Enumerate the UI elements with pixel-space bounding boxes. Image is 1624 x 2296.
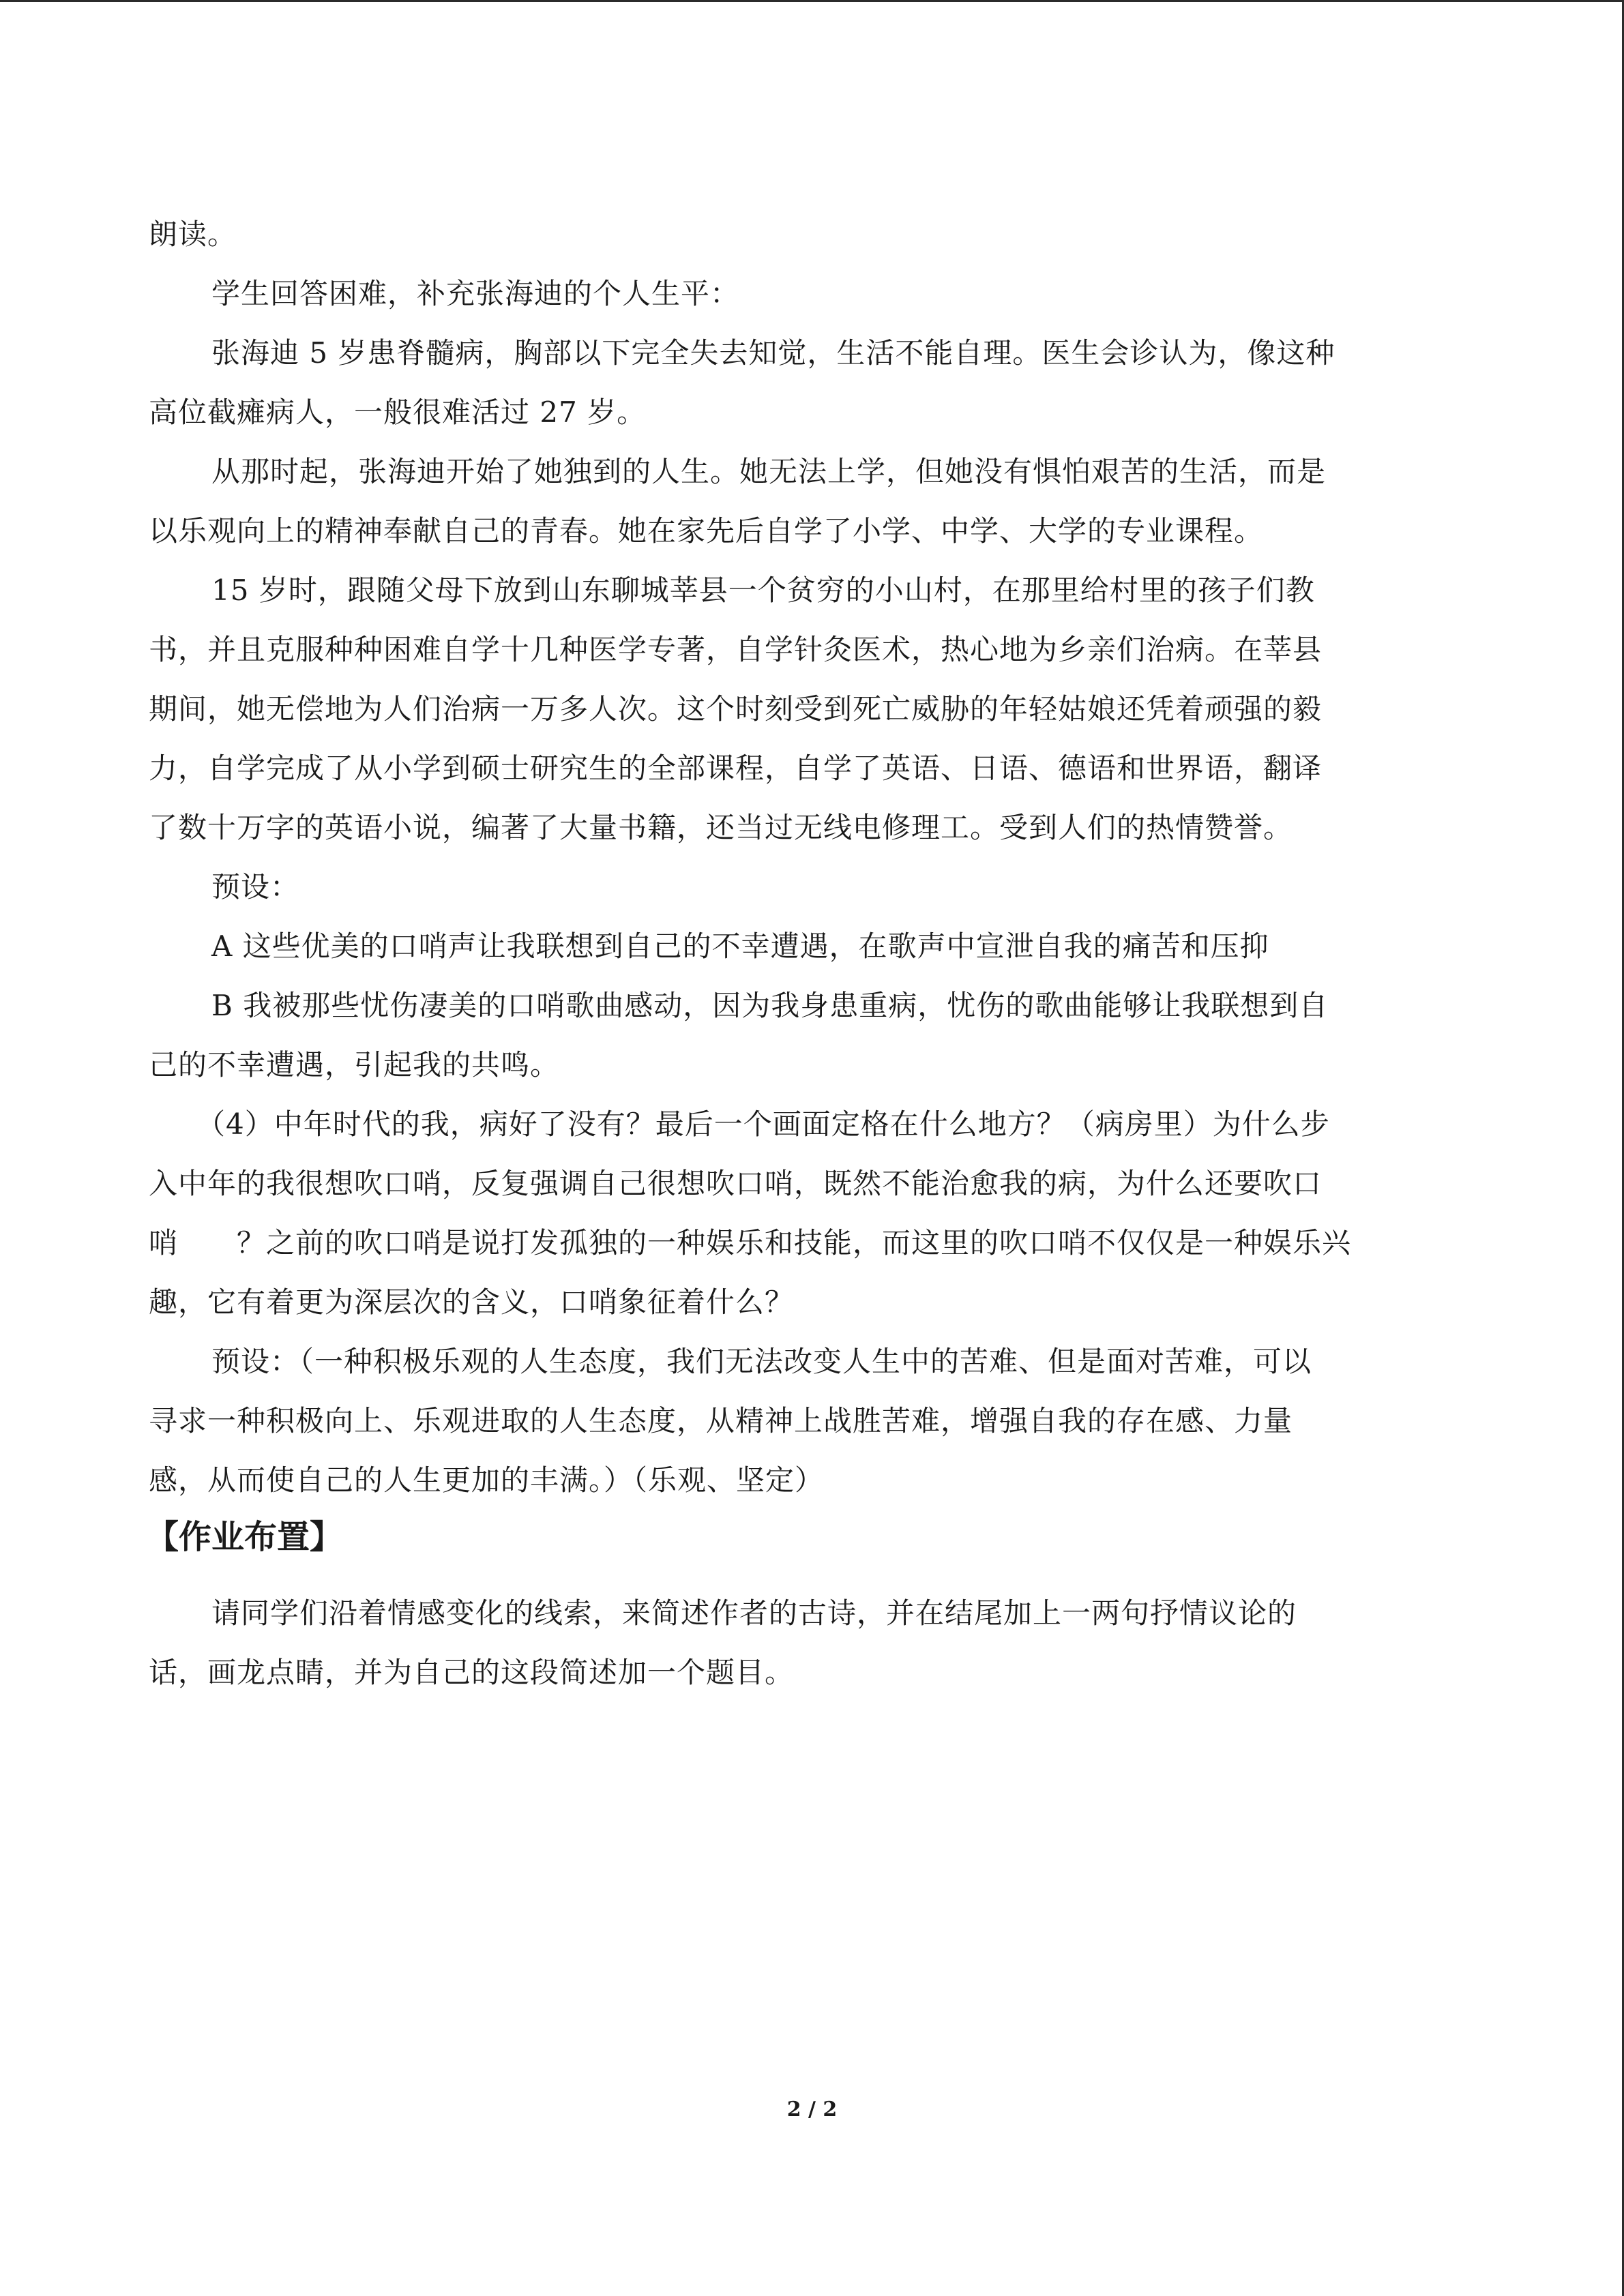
- text-line: 力，自学完成了从小学到硕士研究生的全部课程，自学了英语、日语、德语和世界语，翻译: [149, 751, 1323, 785]
- text-line: 哨 ？之前的吹口哨是说打发孤独的一种娱乐和技能，而这里的吹口哨不仅仅是一种娱乐兴: [149, 1226, 1352, 1259]
- page-number: 2 / 2: [786, 2098, 838, 2121]
- text-line: 预设：: [211, 870, 300, 904]
- text-line: 张海迪 5 岁患脊髓病，胸部以下完全失去知觉，生活不能自理。医生会诊认为，像这种: [211, 336, 1335, 370]
- paragraph-biography-2: [149, 442, 1479, 561]
- text-line: 从那时起，张海迪开始了她独到的人生。她无法上学，但她没有惧怕艰苦的生活，而是: [211, 455, 1327, 488]
- paragraph-reading: [149, 205, 1479, 264]
- text-line: B 我被那些忧伤凄美的口哨歌曲感动，因为我身患重病，忧伤的歌曲能够让我联想到自: [211, 989, 1329, 1022]
- paragraph-option-b: [149, 976, 1479, 1094]
- paragraph-homework: [149, 1583, 1479, 1702]
- homework-heading: 【作业布置】: [146, 1518, 343, 1556]
- text-line: 寻求一种积极向上、乐观进取的人生态度，从精神上战胜苦难，增强自我的存在感、力量: [149, 1404, 1293, 1437]
- document-body: [146, 205, 1479, 1702]
- text-line: 朗读。: [149, 218, 237, 251]
- paragraph-preset-answer: [149, 1332, 1479, 1510]
- paragraph-biography-3: [149, 561, 1479, 857]
- text-line: 书，并且克服种种困难自学十几种医学专著，自学针灸医术，热心地为乡亲们治病。在莘县: [149, 633, 1323, 666]
- text-line: 话，画龙点睛，并为自己的这段简述加一个题目。: [149, 1656, 795, 1689]
- text-line: 15 岁时，跟随父母下放到山东聊城莘县一个贫穷的小山村，在那里给村里的孩子们教: [211, 573, 1315, 607]
- text-line: 预设：（一种积极乐观的人生态度，我们无法改变人生中的苦难、但是面对苦难，可以: [211, 1345, 1312, 1378]
- text-line: 感，从而使自己的人生更加的丰满。）（乐观、坚定）: [149, 1463, 825, 1497]
- text-line: 入中年的我很想吹口哨，反复强调自己很想吹口哨，既然不能治愈我的病，为什么还要吹口: [149, 1167, 1323, 1200]
- text-line: 学生回答困难，补充张海迪的个人生平：: [211, 277, 740, 310]
- text-line: （4）中年时代的我，病好了没有？最后一个画面定格在什么地方？（病房里）为什么步: [196, 1107, 1330, 1141]
- paragraph-preset-label: [149, 857, 1479, 916]
- text-line: 以乐观向上的精神奉献自己的青春。她在家先后自学了小学、中学、大学的专业课程。: [149, 514, 1264, 548]
- text-line: A 这些优美的口哨声让我联想到自己的不幸遭遇，在歌声中宣泄自我的痛苦和压抑: [211, 929, 1269, 963]
- paragraph-option-a: [149, 916, 1479, 976]
- text-line: 期间，她无偿地为人们治病一万多人次。这个时刻受到死亡威胁的年轻姑娘还凭着顽强的毅: [149, 692, 1323, 726]
- paragraph-student-answer: [149, 264, 1479, 323]
- page-top-border: [0, 0, 1624, 2]
- text-line: 高位截瘫病人，一般很难活过 27 岁。: [149, 396, 647, 429]
- paragraph-biography-1: [149, 323, 1479, 442]
- text-line: 请同学们沿着情感变化的线索，来简述作者的古诗，并在结尾加上一两句抒情议论的: [211, 1596, 1297, 1630]
- paragraph-question-4: [149, 1094, 1479, 1332]
- text-line: 己的不幸遭遇，引起我的共鸣。: [149, 1048, 560, 1082]
- text-line: 了数十万字的英语小说，编著了大量书籍，还当过无线电修理工。受到人们的热情赞誉。: [149, 811, 1293, 844]
- text-line: 趣，它有着更为深层次的含义，口哨象征着什么？: [149, 1285, 795, 1319]
